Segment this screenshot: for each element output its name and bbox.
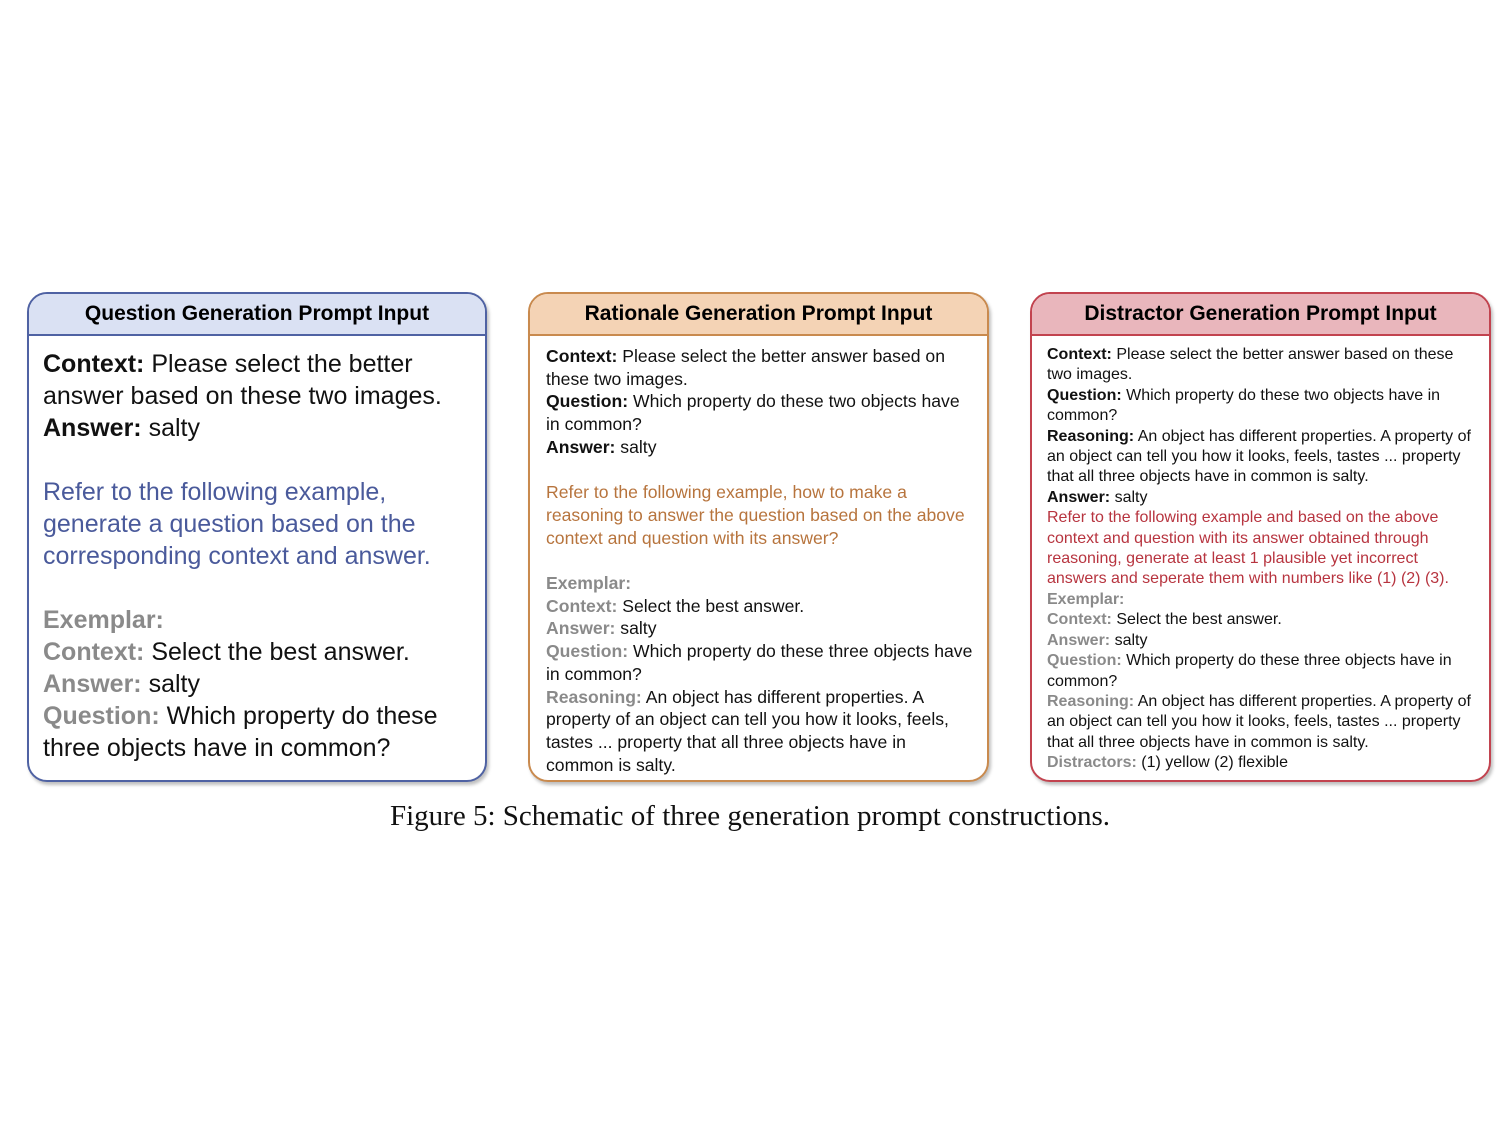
exemplar-question-key: Question: xyxy=(43,702,160,730)
answer-key: Answer: xyxy=(43,414,142,442)
panel-body xyxy=(530,336,987,776)
exemplar-answer-text: salty xyxy=(141,670,200,698)
question-text: Which property do these two objects have in common? xyxy=(546,391,960,435)
exemplar-question-line xyxy=(43,700,471,764)
exemplar-question-line xyxy=(546,640,973,685)
panel-title: Rationale Generation Prompt Input xyxy=(530,294,987,336)
exemplar-context-text: Select the best answer. xyxy=(1111,611,1282,629)
exemplar-answer-line xyxy=(43,668,471,700)
exemplar-reasoning-line xyxy=(1047,692,1475,753)
exemplar-context-line xyxy=(43,636,471,668)
panel-title: Question Generation Prompt Input xyxy=(29,294,485,336)
question-generation-panel xyxy=(27,292,487,782)
exemplar-context-text: Select the best answer. xyxy=(617,595,805,616)
exemplar-answer-line xyxy=(546,617,973,640)
figure-caption: Figure 5: Schematic of three generation prompt constructions. xyxy=(390,800,1110,832)
exemplar-distractors-text: (1) yellow (2) flexible xyxy=(1136,754,1288,772)
exemplar-label: Exemplar: xyxy=(43,606,164,634)
panel-body xyxy=(1032,336,1489,774)
exemplar-label: Exemplar: xyxy=(546,573,632,593)
instruction-text: Refer to the following example, how to make a reasoning to answer the question based on the above context and question with its answer? xyxy=(546,482,965,548)
context-key: Context: xyxy=(1047,346,1112,363)
exemplar-question-text: Which property do these three objects have in common? xyxy=(43,702,438,762)
exemplar-reasoning-key: Reasoning: xyxy=(546,686,642,707)
answer-line xyxy=(1047,488,1475,508)
context-key: Context: xyxy=(546,346,618,366)
reasoning-line xyxy=(1047,427,1475,488)
distractor-generation-panel xyxy=(1030,292,1491,782)
question-key: Question: xyxy=(1047,386,1122,404)
exemplar-distractors-line xyxy=(1047,753,1475,773)
panel-title: Distractor Generation Prompt Input xyxy=(1032,294,1489,336)
context-line xyxy=(546,345,973,390)
exemplar-answer-text: salty xyxy=(1110,631,1148,649)
exemplar-reasoning-text: An object has different properties. A property of an object can tell you how it looks, feels, tastes ... property that all three objects have in common is salty. xyxy=(1047,692,1471,751)
exemplar-context-text: Select the best answer. xyxy=(144,638,410,666)
exemplar-answer-text: salty xyxy=(615,618,657,639)
answer-key: Answer: xyxy=(1047,488,1111,506)
exemplar-answer-key: Answer: xyxy=(1047,631,1111,649)
instruction-text: Refer to the following example, generate a question based on the corresponding context and answer. xyxy=(43,478,431,570)
exemplar-context-key: Context: xyxy=(43,638,145,666)
exemplar-question-text: Which property do these three objects have in common? xyxy=(546,641,973,684)
exemplar-context-key: Context: xyxy=(546,595,618,616)
exemplar-reasoning-line xyxy=(546,686,973,777)
exemplar-answer-key: Answer: xyxy=(43,670,142,698)
panel-body xyxy=(29,336,485,764)
rationale-generation-panel xyxy=(528,292,989,782)
context-text: Please select the better answer based on these two images. xyxy=(546,346,945,389)
question-line xyxy=(1047,386,1475,427)
exemplar-label: Exemplar: xyxy=(1047,590,1125,608)
exemplar-answer-key: Answer: xyxy=(546,618,616,639)
context-line xyxy=(43,348,471,412)
exemplar-question-key: Question: xyxy=(1047,652,1122,670)
exemplar-reasoning-key: Reasoning: xyxy=(1047,692,1135,710)
context-text: Please select the better answer based on these two images. xyxy=(43,350,442,410)
answer-text: salty xyxy=(615,436,657,457)
reasoning-text: An object has different properties. A property of an object can tell you how it looks, feels, tastes ... property that all three objects have in common is salty. xyxy=(1047,427,1471,486)
instruction-text: Refer to the following example and based on the above context and question with its answer obtained through reasoning, generate at least 1 plausible yet incorrect answers and seperate them with numbers like (1) (2) (3). xyxy=(1047,509,1449,588)
answer-text: salty xyxy=(1110,488,1148,506)
context-line xyxy=(1047,345,1475,386)
question-text: Which property do these two objects have in common? xyxy=(1047,386,1441,425)
exemplar-question-key: Question: xyxy=(546,641,629,662)
context-text: Please select the better answer based on these two images. xyxy=(1047,346,1454,384)
exemplar-question-line xyxy=(1047,651,1475,692)
exemplar-question-text: Which property do these three objects have in common? xyxy=(1047,652,1452,690)
answer-line xyxy=(43,412,471,444)
exemplar-context-line xyxy=(1047,610,1475,630)
exemplar-context-line xyxy=(546,595,973,618)
exemplar-answer-line xyxy=(1047,631,1475,651)
answer-line xyxy=(546,436,973,459)
answer-text: salty xyxy=(141,414,200,442)
question-key: Question: xyxy=(546,391,629,412)
exemplar-reasoning-text: An object has different properties. A property of an object can tell you how it looks, feels, tastes ... property that all three objects have in common is salty. xyxy=(546,686,949,775)
answer-key: Answer: xyxy=(546,436,616,457)
reasoning-key: Reasoning: xyxy=(1047,427,1135,445)
context-key: Context: xyxy=(43,350,145,378)
exemplar-distractors-key: Distractors: xyxy=(1047,754,1137,772)
exemplar-context-key: Context: xyxy=(1047,611,1112,629)
question-line xyxy=(546,390,973,435)
